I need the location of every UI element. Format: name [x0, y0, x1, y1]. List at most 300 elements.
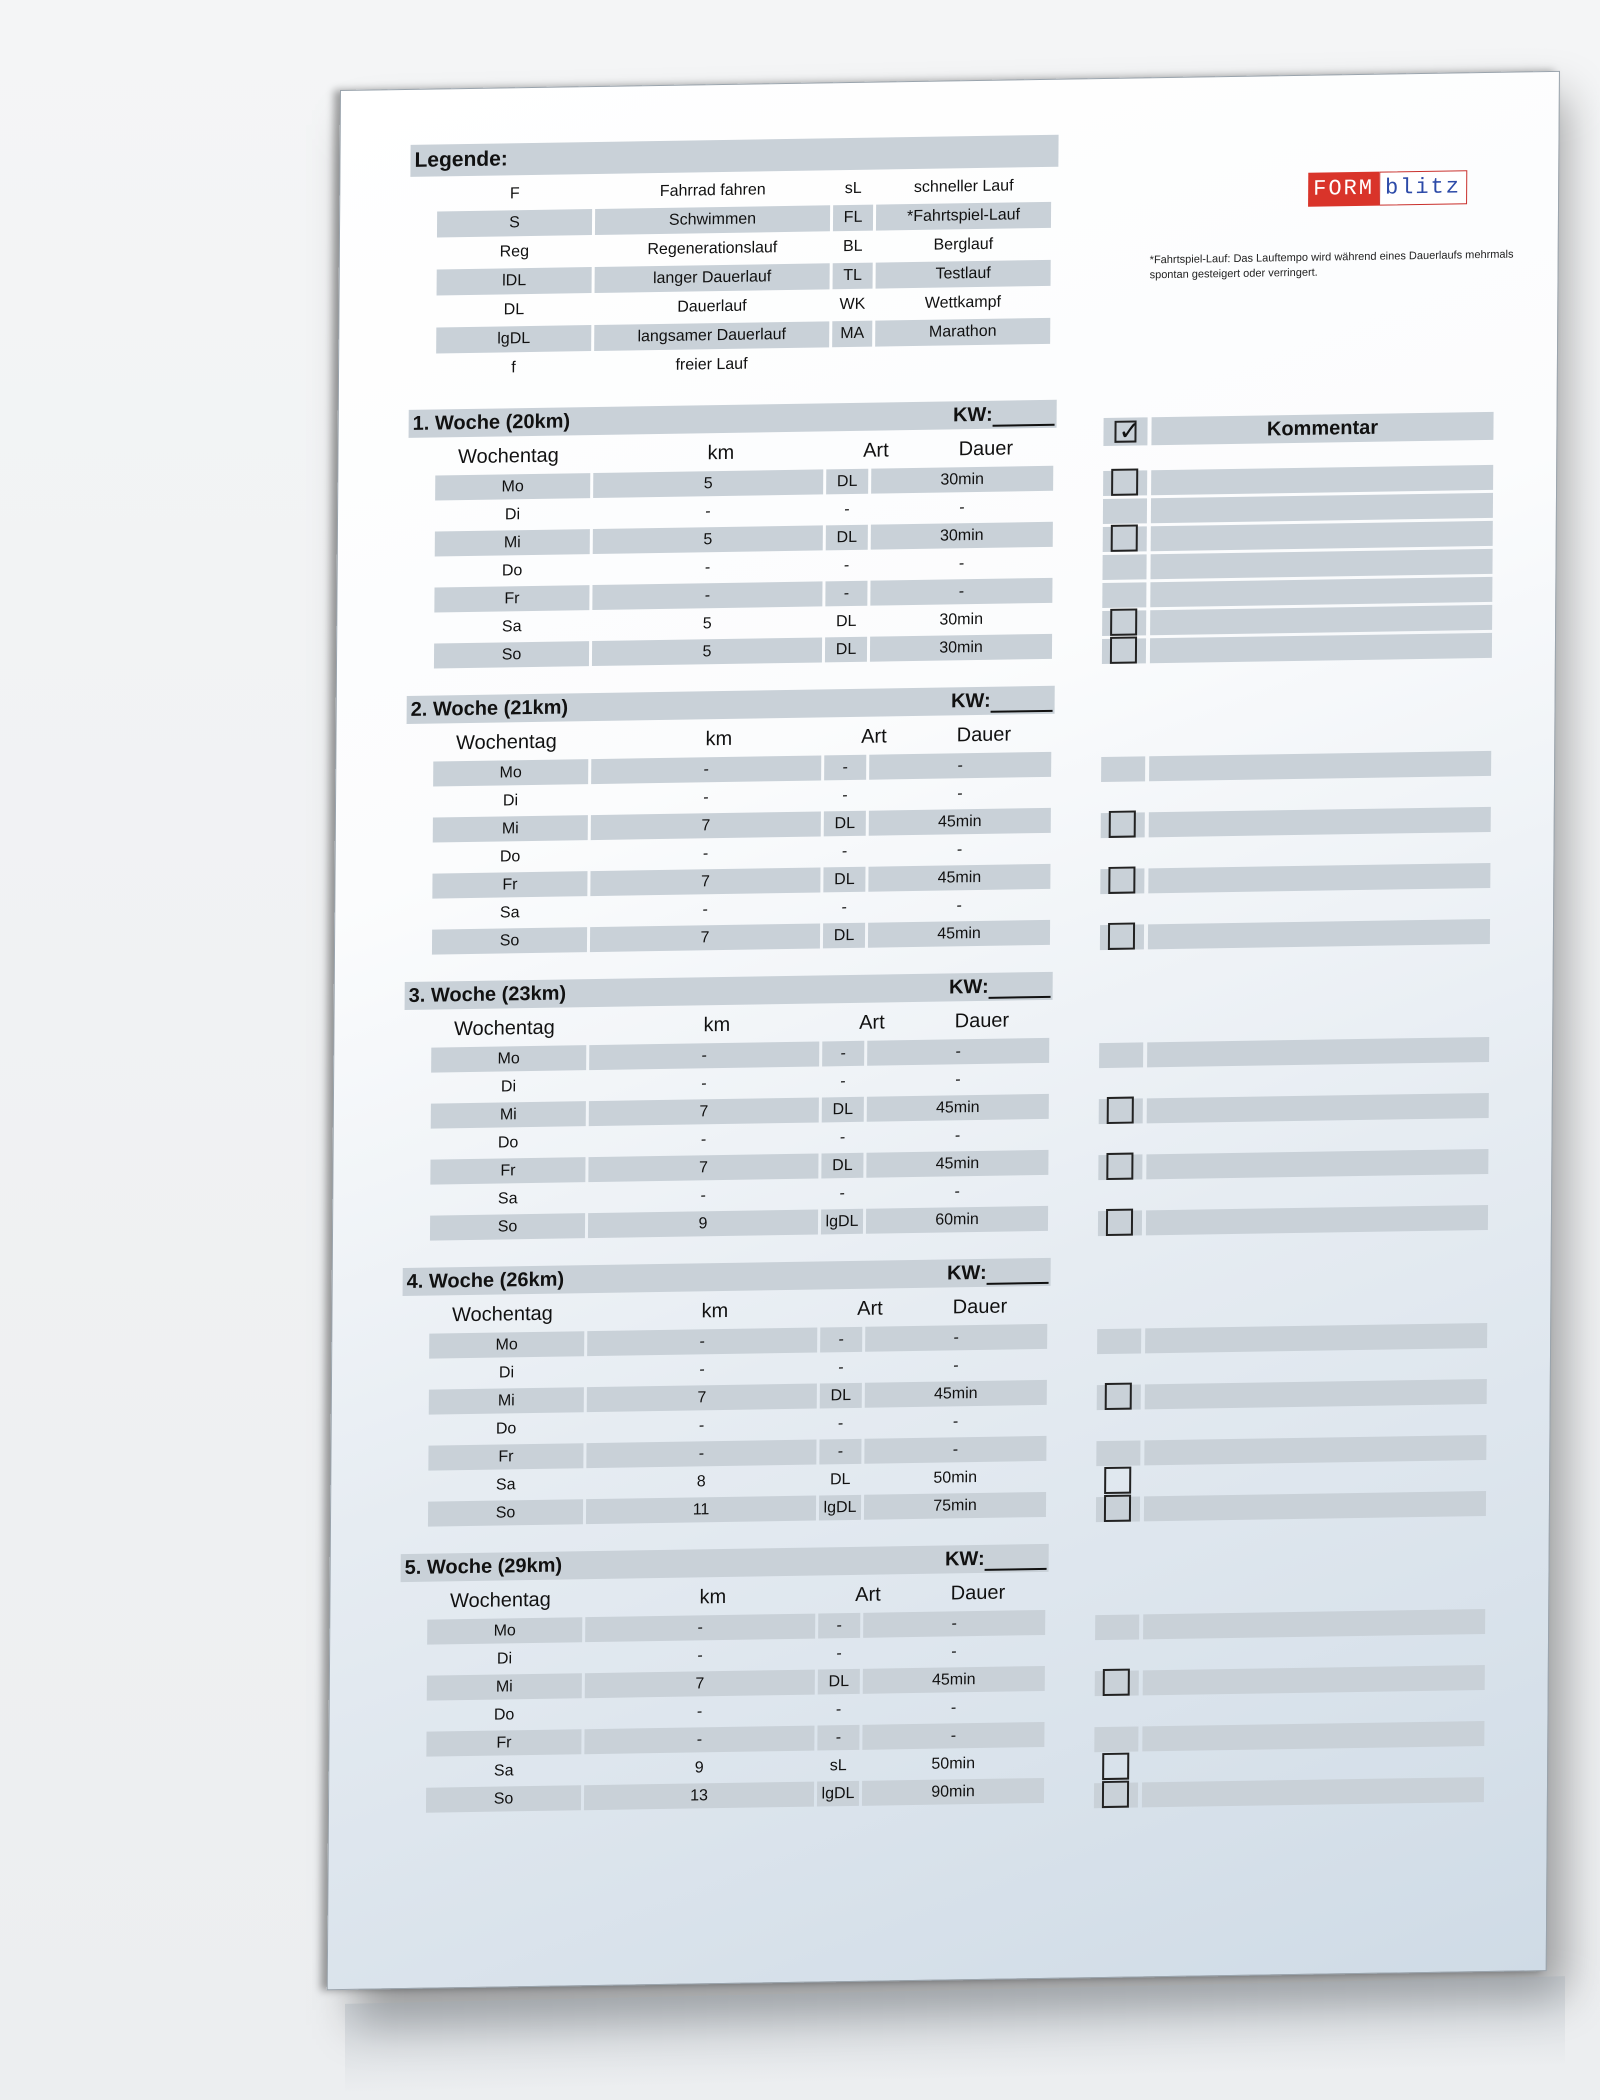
check-cell	[1102, 554, 1146, 580]
comment-row	[1099, 1093, 1489, 1124]
comment-field[interactable]	[1151, 521, 1493, 551]
cell-art: DL	[823, 922, 865, 948]
header-dauer: Dauer	[958, 437, 1014, 461]
cell-day: Sa	[499, 903, 520, 922]
week-title: 5. Woche (29km)	[404, 1554, 563, 1579]
header-dauer: Dauer	[956, 723, 1012, 747]
header-wochentag: Wochentag	[449, 1588, 551, 1613]
comment-field[interactable]	[1145, 1323, 1487, 1353]
cell-art: -	[822, 1040, 864, 1066]
comment-row	[1099, 1037, 1489, 1068]
legend-abbr: WK	[839, 295, 866, 313]
header-art: Art	[857, 1297, 883, 1320]
legend-abbr: lDL	[437, 267, 592, 295]
cell-day: Mi	[431, 1101, 586, 1128]
comment-field[interactable]	[1146, 1149, 1488, 1179]
formblitz-logo	[1308, 170, 1467, 206]
cell-dauer: 45min	[866, 1149, 1048, 1177]
cell-km: -	[697, 1646, 703, 1664]
cell-km: -	[586, 1439, 816, 1468]
cell-art: DL	[835, 612, 857, 630]
comment-field[interactable]	[1143, 1609, 1485, 1639]
cell-dauer: -	[863, 1609, 1045, 1637]
kw-text: KW:	[952, 403, 993, 426]
cell-day: Mi	[433, 815, 588, 842]
legend-desc: langsamer Dauerlauf	[594, 321, 829, 351]
cell-km: 7	[590, 923, 820, 952]
cell-day: Mo	[429, 1331, 584, 1358]
cell-day: Di	[496, 1649, 513, 1668]
legend-desc: Schwimmen	[595, 205, 830, 235]
header-art: Art	[859, 1011, 885, 1034]
cell-art: DL	[826, 468, 868, 494]
comment-field[interactable]	[1146, 1205, 1488, 1235]
cell-day: Do	[495, 1419, 517, 1438]
checkbox[interactable]	[1104, 1495, 1131, 1522]
cell-art: -	[841, 898, 847, 916]
cell-km: -	[702, 900, 708, 918]
cell-dauer: -	[955, 1070, 961, 1088]
cell-day: Fr	[428, 1443, 583, 1470]
checkbox[interactable]	[1103, 1669, 1130, 1696]
cell-km: 9	[694, 1758, 704, 1776]
cell-art: DL	[821, 1152, 863, 1178]
week-block	[401, 1251, 1483, 1528]
week-rows	[430, 1036, 1052, 1242]
cell-km: 5	[592, 637, 822, 666]
header-km: km	[701, 1299, 729, 1323]
cell-art: -	[840, 1072, 846, 1090]
week-block	[403, 965, 1485, 1242]
cell-day: Mi	[435, 529, 590, 556]
header-art: Art	[861, 725, 887, 748]
checkbox[interactable]	[1107, 1097, 1134, 1124]
cell-km: -	[584, 1725, 814, 1754]
comment-rows	[1099, 1033, 1489, 1039]
cell-km: -	[702, 844, 709, 862]
comment-column	[1102, 679, 1492, 685]
header-km: km	[707, 441, 735, 465]
fahrtspiel-note: *Fahrtspiel-Lauf: Das Lauftempo wird während eines Dauerlaufs mehrmals spontan gesteigert oder verringert.	[1149, 248, 1514, 282]
cell-km: 7	[588, 1153, 818, 1182]
cell-art: -	[841, 842, 848, 860]
comment-field[interactable]	[1143, 1665, 1485, 1695]
kw-label	[953, 402, 1055, 427]
week-block	[407, 393, 1489, 670]
comment-row	[1097, 1379, 1487, 1410]
legend-desc: Regenerationslauf	[647, 238, 778, 258]
cell-dauer: -	[953, 1356, 959, 1374]
cell-dauer: -	[956, 840, 963, 858]
cell-km: -	[589, 1041, 819, 1070]
cell-dauer: 50min	[933, 1468, 978, 1487]
cell-km: 7	[589, 1097, 819, 1126]
kw-input-line[interactable]	[987, 1265, 1049, 1284]
cell-day: Fr	[434, 585, 589, 612]
cell-day: So	[430, 1213, 585, 1240]
cell-art: lgDL	[819, 1494, 861, 1520]
week-block	[399, 1537, 1481, 1814]
legend-abbr: DL	[503, 300, 525, 318]
cell-km: -	[704, 558, 711, 576]
week-rows	[432, 750, 1054, 956]
cell-day: Mo	[435, 473, 590, 500]
cell-km: 5	[702, 614, 712, 632]
logo-blitz-text: blitz	[1379, 170, 1467, 205]
cell-km: -	[700, 1130, 707, 1148]
week-rows	[426, 1608, 1048, 1814]
comment-row	[1101, 751, 1491, 782]
comment-field[interactable]	[1151, 465, 1493, 495]
comment-row	[1096, 1491, 1486, 1522]
comment-field[interactable]	[1144, 1491, 1486, 1521]
checkbox[interactable]	[1106, 1153, 1133, 1180]
legend-desc: *Fahrtspiel-Lauf	[876, 201, 1051, 230]
legend-abbr: S	[437, 209, 592, 237]
cell-day: Di	[502, 791, 519, 809]
cell-km: 5	[593, 525, 823, 554]
week-block	[405, 679, 1487, 956]
cell-art: sL	[829, 1756, 847, 1774]
comment-field[interactable]	[1150, 605, 1492, 635]
cell-day: Fr	[426, 1729, 581, 1756]
kw-input-line[interactable]	[985, 1551, 1047, 1570]
cell-km: -	[696, 1702, 703, 1720]
cell-dauer: -	[958, 554, 965, 572]
cell-day: So	[428, 1499, 583, 1526]
comment-row	[1103, 465, 1493, 496]
cell-art: -	[824, 754, 866, 780]
cell-day: Sa	[497, 1189, 518, 1208]
comment-row	[1102, 605, 1492, 636]
kw-input-line[interactable]	[989, 979, 1051, 998]
cell-art: DL	[818, 1668, 860, 1694]
cell-km: -	[699, 1360, 705, 1378]
cell-dauer: 60min	[866, 1205, 1048, 1233]
kw-input-line[interactable]	[991, 693, 1053, 712]
cell-km: 13	[584, 1781, 814, 1810]
cell-day: Sa	[495, 1475, 516, 1494]
header-wochentag: Wochentag	[457, 444, 559, 469]
checkbox[interactable]	[1110, 636, 1137, 663]
cell-dauer: -	[950, 1698, 957, 1716]
cell-day: Do	[497, 1133, 519, 1152]
comment-field[interactable]	[1147, 1037, 1489, 1067]
cell-art: DL	[829, 1470, 851, 1488]
week-title: 4. Woche (26km)	[406, 1268, 565, 1293]
comment-row	[1102, 549, 1492, 580]
cell-art: DL	[824, 810, 866, 836]
comment-field[interactable]	[1148, 919, 1490, 949]
cell-day: Di	[498, 1363, 515, 1382]
cell-day: Do	[501, 561, 523, 579]
page-content	[399, 128, 1514, 1814]
legend-abbr: sL	[844, 179, 862, 197]
comment-row	[1098, 1205, 1488, 1236]
cell-day: So	[432, 927, 587, 954]
header-km: km	[705, 727, 733, 751]
comment-field[interactable]	[1145, 1379, 1487, 1409]
legend-abbr: BL	[842, 237, 863, 255]
comment-row	[1101, 807, 1491, 838]
cell-art: -	[818, 1612, 860, 1638]
kw-text: KW:	[950, 689, 991, 712]
cell-km: -	[585, 1613, 815, 1642]
cell-day: Mo	[427, 1617, 582, 1644]
cell-art: -	[844, 500, 850, 518]
cell-art: -	[842, 786, 848, 804]
cell-km: 8	[696, 1472, 706, 1490]
cell-art: DL	[820, 1382, 862, 1408]
checkbox[interactable]	[1111, 524, 1138, 551]
header-wochentag: Wochentag	[455, 730, 557, 755]
cell-day: So	[426, 1785, 581, 1812]
header-art: Art	[863, 439, 889, 462]
header-check-cell	[1103, 417, 1147, 446]
cell-day: Do	[499, 847, 521, 866]
cell-dauer: -	[951, 1642, 957, 1660]
kw-input-line[interactable]	[993, 407, 1055, 426]
legend-desc: Marathon	[875, 317, 1050, 346]
comment-row	[1097, 1323, 1487, 1354]
comment-row	[1095, 1665, 1485, 1696]
checkbox[interactable]	[1104, 1467, 1131, 1494]
legend-desc: Dauerlauf	[677, 297, 747, 316]
comment-column	[1098, 1251, 1488, 1257]
cell-km: 7	[587, 1383, 817, 1412]
comment-column	[1096, 1537, 1486, 1543]
cell-dauer: -	[954, 1126, 961, 1144]
comment-field[interactable]	[1150, 549, 1492, 579]
cell-dauer: -	[869, 751, 1051, 779]
cell-km: -	[705, 502, 711, 520]
cell-art: -	[835, 1700, 842, 1718]
checkbox[interactable]	[1102, 1753, 1129, 1780]
cell-dauer: 30min	[871, 521, 1053, 549]
legend-abbr: FL	[833, 204, 873, 231]
week-title: 1. Woche (20km)	[412, 409, 571, 435]
cell-km: -	[703, 788, 709, 806]
cell-km: 7	[590, 867, 820, 896]
comment-column	[1100, 965, 1490, 971]
cell-day: Di	[504, 505, 521, 523]
cell-day: Do	[493, 1705, 515, 1724]
cell-km: 9	[588, 1209, 818, 1238]
cell-art: -	[843, 556, 850, 574]
cell-dauer: -	[864, 1435, 1046, 1463]
comment-row	[1102, 577, 1492, 608]
document-page	[327, 71, 1560, 1990]
cell-day: Mo	[431, 1045, 586, 1072]
cell-km: 11	[586, 1495, 816, 1524]
cell-dauer: -	[867, 1037, 1049, 1065]
checkbox[interactable]	[1108, 867, 1135, 894]
cell-dauer: 75min	[864, 1491, 1046, 1519]
cell-art: DL	[823, 866, 865, 892]
comment-row	[1103, 493, 1493, 524]
header-dauer: Dauer	[954, 1009, 1010, 1033]
weeks-container	[399, 393, 1489, 1814]
cell-dauer: 50min	[931, 1754, 976, 1773]
legend-desc: freier Lauf	[675, 355, 748, 374]
cell-dauer: -	[956, 896, 962, 914]
kw-label	[951, 688, 1053, 713]
cell-art: DL	[822, 1096, 864, 1122]
comment-rows	[1101, 747, 1491, 753]
comment-row	[1100, 919, 1490, 950]
cell-art: -	[825, 580, 867, 606]
comment-field[interactable]	[1144, 1435, 1486, 1465]
cell-day: Fr	[432, 871, 587, 898]
check-cell	[1095, 1614, 1139, 1640]
cell-art: -	[836, 1644, 842, 1662]
cell-art: DL	[825, 636, 867, 662]
cell-day: Sa	[493, 1761, 514, 1780]
kw-text: KW:	[944, 1547, 985, 1571]
cell-dauer: -	[865, 1323, 1047, 1351]
comment-row	[1102, 633, 1492, 664]
comment-header	[1103, 411, 1493, 447]
cell-dauer: -	[862, 1721, 1044, 1749]
legend-abbr: MA	[832, 320, 872, 347]
week-rows	[434, 464, 1056, 670]
cell-dauer: 45min	[863, 1665, 1045, 1693]
legend-abbr: F	[509, 184, 520, 202]
kw-text: KW:	[946, 1261, 987, 1284]
cell-art: -	[820, 1326, 862, 1352]
checkbox[interactable]	[1106, 1209, 1133, 1236]
comment-rows	[1095, 1605, 1485, 1611]
legend-desc: Berglauf	[933, 235, 994, 254]
cell-art: -	[817, 1724, 859, 1750]
cell-dauer: 45min	[865, 1379, 1047, 1407]
checkbox[interactable]	[1110, 608, 1137, 635]
comment-row	[1100, 863, 1490, 894]
check-cell	[1102, 582, 1146, 608]
legend-desc: Wettkampf	[924, 293, 1002, 312]
comment-row	[1096, 1435, 1486, 1466]
cell-dauer: 45min	[868, 919, 1050, 947]
cell-day: Mo	[433, 759, 588, 786]
cell-art: -	[837, 1414, 844, 1432]
cell-day: Mi	[429, 1387, 584, 1414]
comment-field[interactable]	[1142, 1721, 1484, 1751]
header-wochentag: Wochentag	[451, 1302, 553, 1327]
kw-label	[945, 1546, 1047, 1571]
header-dauer: Dauer	[950, 1581, 1006, 1605]
comment-field[interactable]	[1151, 493, 1493, 523]
cell-dauer: -	[870, 577, 1052, 605]
comment-row	[1095, 1609, 1485, 1640]
comment-field[interactable]	[1142, 1777, 1484, 1807]
header-dauer: Dauer	[952, 1295, 1008, 1319]
comment-field[interactable]	[1148, 863, 1490, 893]
cell-art: lgDL	[817, 1780, 859, 1806]
cell-dauer: -	[957, 784, 963, 802]
cell-dauer: 45min	[868, 863, 1050, 891]
cell-km: -	[700, 1186, 706, 1204]
legend-desc: schneller Lauf	[913, 176, 1014, 196]
legend-abbr: f	[511, 358, 516, 376]
checkbox[interactable]	[1102, 1781, 1129, 1808]
comment-title: Kommentar	[1151, 412, 1493, 445]
cell-dauer: -	[954, 1182, 960, 1200]
cell-art: -	[838, 1358, 844, 1376]
logo-form-text: FORM	[1308, 172, 1379, 207]
comment-rows	[1103, 461, 1493, 467]
cell-km: -	[698, 1416, 705, 1434]
cell-dauer: 30min	[939, 610, 984, 629]
legend-title: Legende:	[410, 135, 1058, 177]
cell-dauer: -	[959, 498, 965, 516]
checkbox[interactable]	[1108, 923, 1135, 950]
comment-row	[1098, 1149, 1488, 1180]
comment-field[interactable]	[1150, 577, 1492, 607]
cell-dauer: 30min	[871, 465, 1053, 493]
checkbox[interactable]	[1111, 468, 1138, 495]
check-cell	[1099, 1042, 1143, 1068]
cell-dauer: 90min	[862, 1777, 1044, 1805]
cell-day: Sa	[501, 617, 522, 635]
comment-field[interactable]	[1150, 633, 1492, 663]
comment-field[interactable]	[1147, 1093, 1489, 1123]
cell-dauer: -	[952, 1412, 959, 1430]
check-cell	[1096, 1440, 1140, 1466]
cell-km: 7	[585, 1669, 815, 1698]
cell-dauer: 30min	[870, 633, 1052, 661]
cell-art: -	[839, 1184, 845, 1202]
week-rows	[428, 1322, 1050, 1528]
legend-desc: Testlauf	[876, 259, 1051, 288]
comment-field[interactable]	[1149, 751, 1491, 781]
week-title: 3. Woche (23km)	[408, 981, 567, 1007]
header-wochentag: Wochentag	[453, 1016, 555, 1041]
check-cell	[1103, 498, 1147, 524]
legend-table	[436, 171, 1057, 384]
checkbox-checked-icon	[1114, 420, 1136, 442]
header-km: km	[699, 1585, 727, 1609]
checkbox[interactable]	[1105, 1383, 1132, 1410]
cell-day: Di	[500, 1077, 517, 1095]
checkbox[interactable]	[1109, 811, 1136, 838]
cell-art: -	[819, 1438, 861, 1464]
check-cell	[1101, 756, 1145, 782]
cell-km: -	[587, 1327, 817, 1356]
cell-km: -	[592, 581, 822, 610]
cell-day: Fr	[430, 1157, 585, 1184]
check-cell	[1097, 1328, 1141, 1354]
check-cell	[1094, 1726, 1138, 1752]
legend-desc: langer Dauerlauf	[595, 263, 830, 293]
week-title: 2. Woche (21km)	[410, 695, 569, 721]
legend-abbr: Reg	[499, 242, 530, 260]
kw-label	[949, 974, 1051, 999]
cell-art: -	[839, 1128, 846, 1146]
cell-km: 7	[591, 811, 821, 840]
comment-row	[1094, 1777, 1484, 1808]
comment-row	[1103, 521, 1493, 552]
cell-art: lgDL	[821, 1208, 863, 1234]
legend-abbr: TL	[833, 262, 873, 289]
cell-day: Mi	[427, 1673, 582, 1700]
comment-field[interactable]	[1149, 807, 1491, 837]
header-art: Art	[855, 1583, 881, 1606]
cell-day: So	[434, 641, 589, 668]
comment-rows	[1097, 1319, 1487, 1325]
comment-row	[1094, 1721, 1484, 1752]
legend-abbr: lgDL	[436, 325, 591, 353]
kw-label	[947, 1260, 1049, 1285]
